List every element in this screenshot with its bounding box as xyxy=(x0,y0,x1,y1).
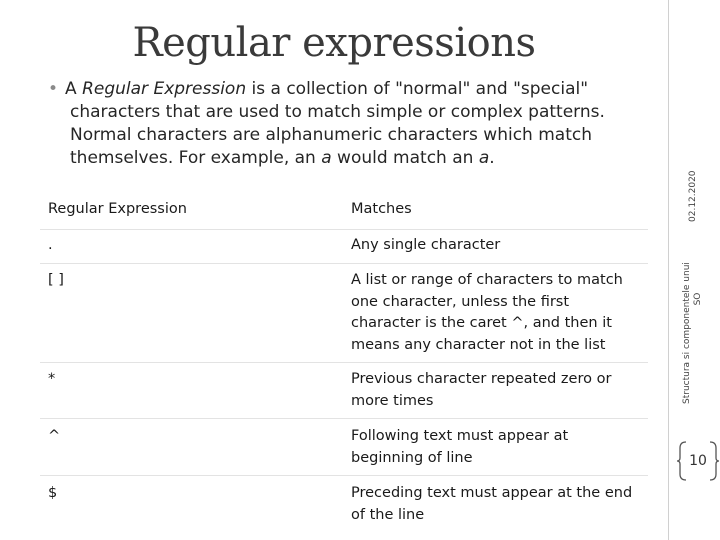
bullet-dot: • xyxy=(48,79,59,99)
matches-cell: Preceding text must appear at the end of the line xyxy=(351,485,633,523)
regex-cell: $ xyxy=(48,485,58,501)
slide-title: Regular expressions xyxy=(132,20,536,66)
regex-cell: * xyxy=(40,363,343,419)
slide-footer xyxy=(682,194,704,404)
header-matches: Matches xyxy=(343,194,648,229)
regex-cell: [ ] xyxy=(40,264,343,363)
bullet-text-pre: A xyxy=(65,79,83,99)
bullet-rest xyxy=(48,101,648,170)
bullet-term: Regular Expression xyxy=(82,79,247,99)
table-row xyxy=(40,229,648,264)
footer-line-1: Structura si componentele unui xyxy=(682,262,692,404)
regex-cell: . xyxy=(40,229,343,264)
bullet-text-rest: characters that are used to match simple or complex patterns. Normal characters are alphanumeric characters which match themselves. For example, an xyxy=(70,102,605,168)
bullet-text-mid2: would match an xyxy=(331,148,479,168)
table-header-row xyxy=(40,194,648,229)
intro-bullet xyxy=(48,78,648,170)
table-row xyxy=(40,476,648,533)
regex-cell: ^ xyxy=(40,419,343,476)
footer-line-2: SO xyxy=(693,292,703,306)
page-number-badge xyxy=(676,440,720,482)
table-row xyxy=(40,264,648,363)
slide-date: 02.12.2020 xyxy=(688,170,698,222)
regex-table xyxy=(40,194,648,532)
header-regex: Regular Expression xyxy=(40,194,343,229)
bullet-text-end: . xyxy=(489,148,495,168)
table-row xyxy=(40,363,648,419)
matches-cell: A list or range of characters to match one character, unless the first character is the caret ^, and then it means any character not in the list xyxy=(343,264,648,363)
page-number: 10 xyxy=(689,453,707,469)
bullet-example-2: a xyxy=(478,148,490,168)
side-divider xyxy=(668,0,669,540)
table-row xyxy=(40,419,648,476)
matches-cell: Previous character repeated zero or more times xyxy=(343,363,648,419)
bullet-text-mid: is a collection of "normal" and "special" xyxy=(246,79,589,99)
matches-cell: Any single character xyxy=(343,229,648,264)
matches-cell: Following text must appear at beginning of line xyxy=(343,419,648,476)
bullet-example-1: a xyxy=(321,148,332,168)
